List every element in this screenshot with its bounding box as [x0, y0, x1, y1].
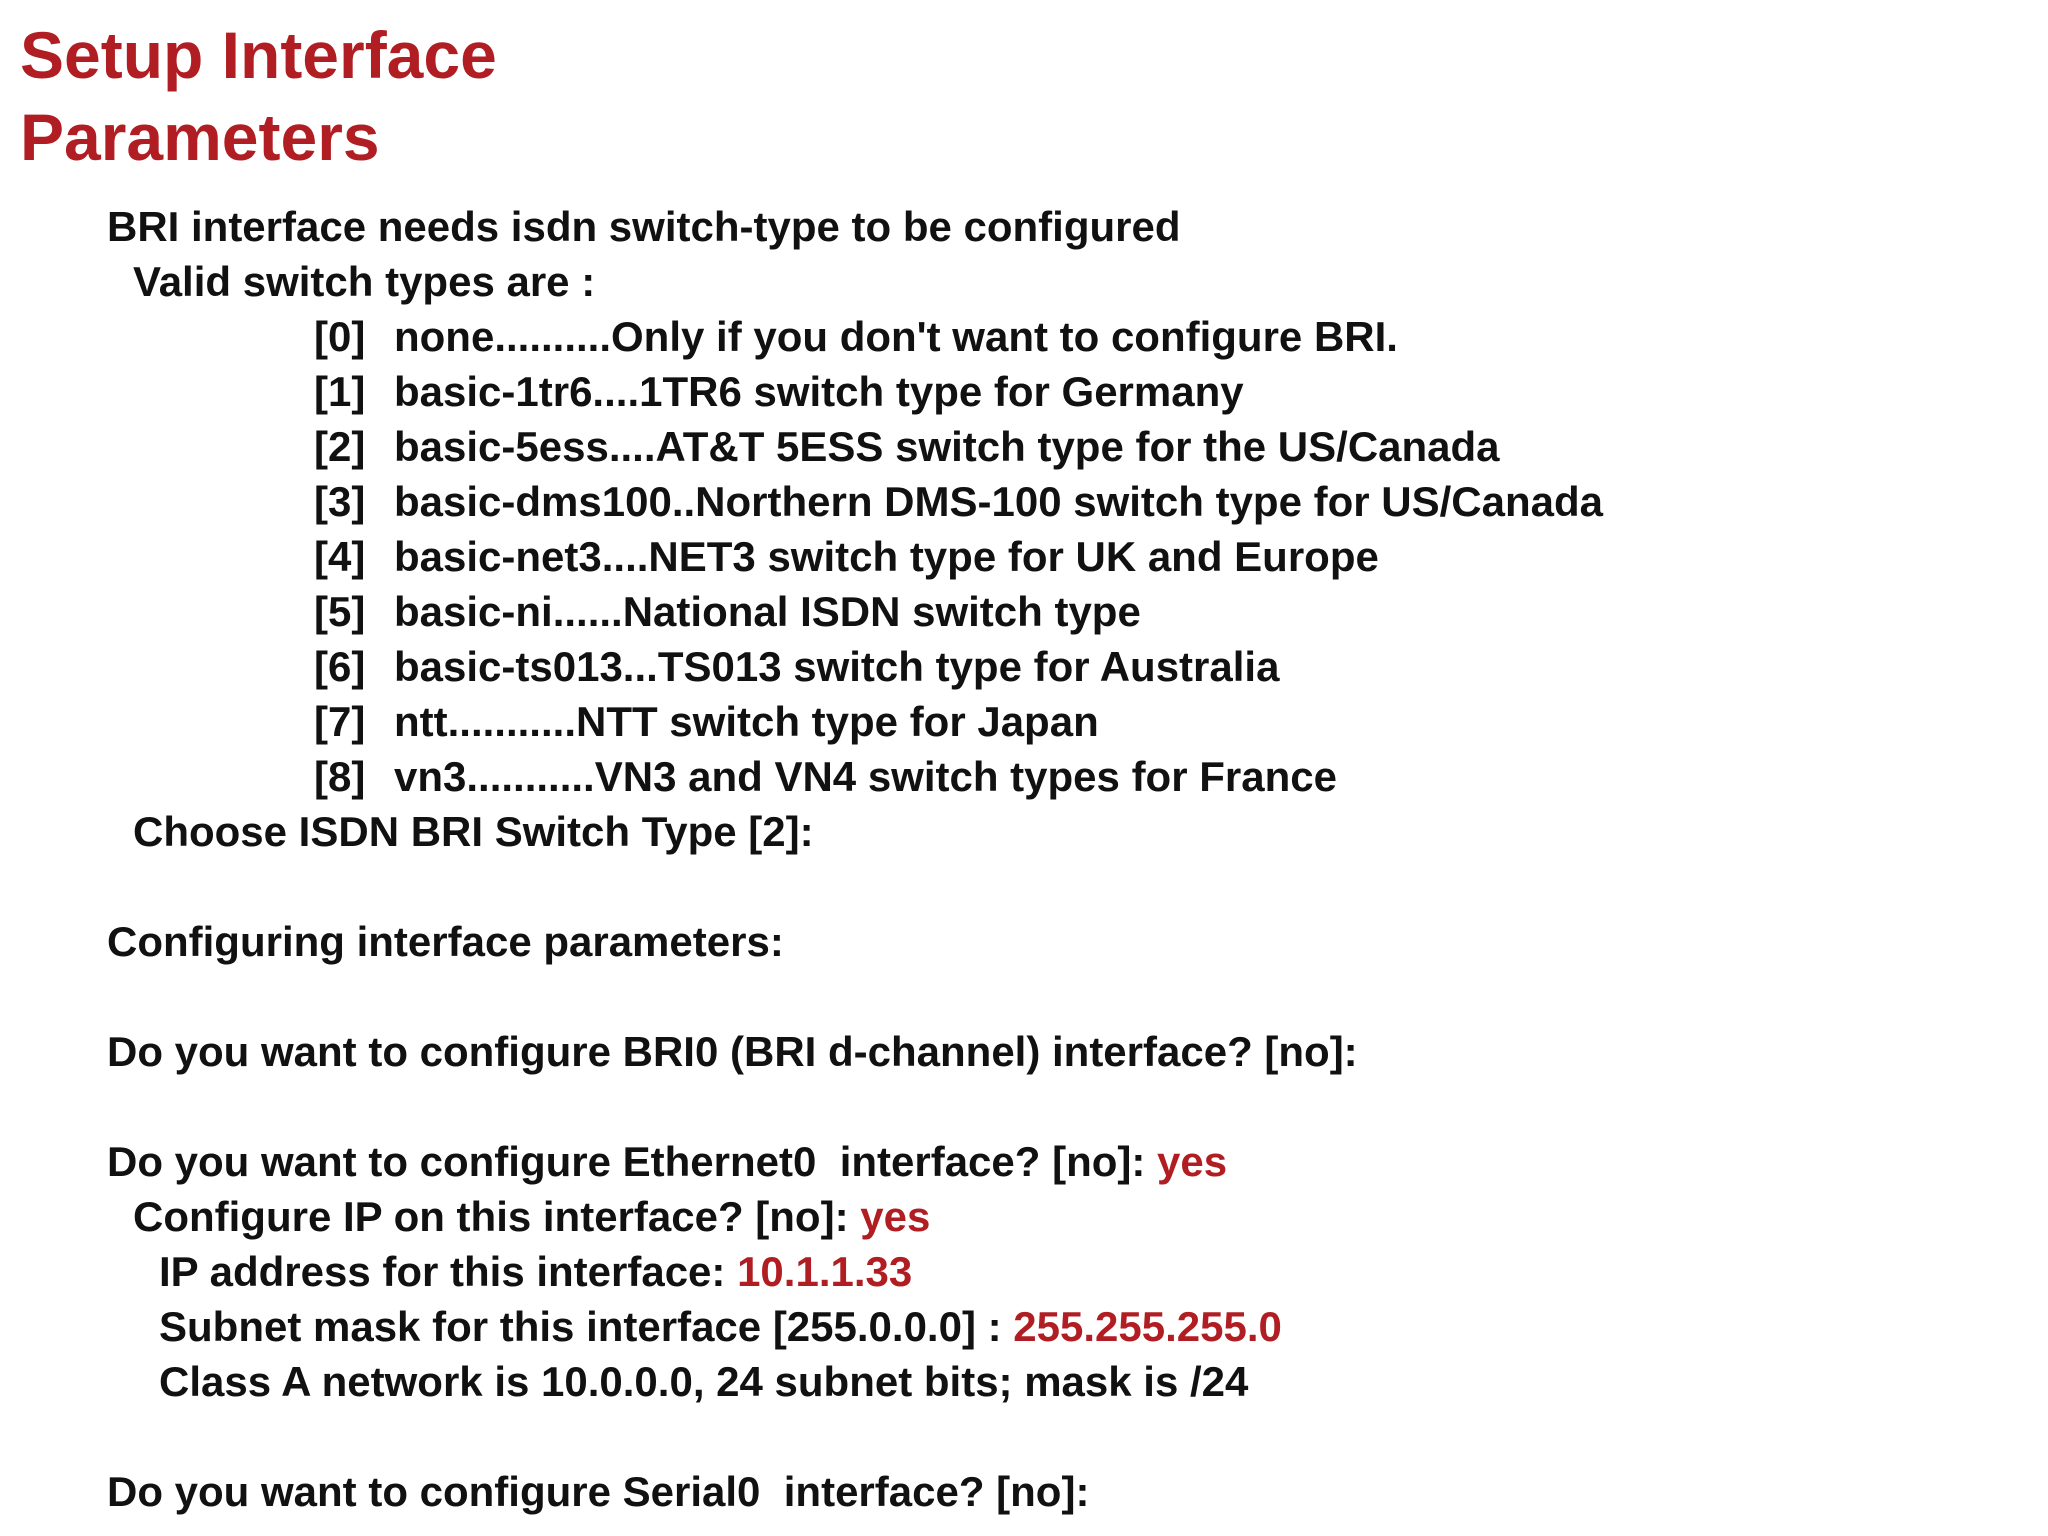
- ip-answer: yes: [860, 1193, 931, 1240]
- ip-address-prompt: IP address for this interface:: [159, 1248, 738, 1295]
- configuring-line: Configuring interface parameters:: [107, 918, 784, 965]
- eth0-prompt-line: [107, 1134, 2027, 1189]
- eth0-answer: yes: [1157, 1138, 1228, 1185]
- blank-line: [107, 969, 2027, 1024]
- ip-address-answer: 10.1.1.33: [737, 1248, 913, 1295]
- switch-option-number: [7]: [314, 698, 366, 745]
- ip-prompt-line: [107, 1189, 2027, 1244]
- ip-prompt: Configure IP on this interface? [no]:: [133, 1193, 861, 1240]
- bri-needs-line: BRI interface needs isdn switch-type to be configured: [107, 203, 1181, 250]
- switch-option-number: [1]: [314, 368, 366, 415]
- subnet-mask-answer: 255.255.255.0: [1013, 1303, 1282, 1350]
- switch-option-text: ntt...........NTT switch type for Japan: [394, 698, 1099, 745]
- blank-line: [107, 1409, 2027, 1464]
- valid-types-line: Valid switch types are :: [133, 258, 596, 305]
- serial0-prompt-line: Do you want to configure Serial0 interface? [no]:: [107, 1468, 1090, 1515]
- switch-option: [107, 419, 2027, 474]
- blank-line: [107, 859, 2027, 914]
- switch-option-text: basic-net3....NET3 switch type for UK and Europe: [394, 533, 1379, 580]
- switch-option-number: [8]: [314, 753, 366, 800]
- switch-option: [107, 584, 2027, 639]
- switch-option: [107, 364, 2027, 419]
- switch-option: [107, 749, 2027, 804]
- subnet-mask-prompt: Subnet mask for this interface [255.0.0.0] :: [159, 1303, 1014, 1350]
- switch-option-text: basic-5ess....AT&T 5ESS switch type for the US/Canada: [394, 423, 1500, 470]
- switch-option: [107, 309, 2027, 364]
- subnet-mask-line: [107, 1299, 2027, 1354]
- switch-option-number: [3]: [314, 478, 366, 525]
- switch-option-text: vn3...........VN3 and VN4 switch types for France: [394, 753, 1337, 800]
- switch-option: [107, 529, 2027, 584]
- switch-option-number: [0]: [314, 313, 366, 360]
- switch-option-number: [6]: [314, 643, 366, 690]
- console-transcript: [107, 199, 2027, 1519]
- switch-option: [107, 474, 2027, 529]
- switch-option-text: basic-1tr6....1TR6 switch type for Germany: [394, 368, 1244, 415]
- switch-option-text: none..........Only if you don't want to configure BRI.: [394, 313, 1398, 360]
- switch-option-number: [5]: [314, 588, 366, 635]
- bri0-prompt-line: Do you want to configure BRI0 (BRI d-channel) interface? [no]:: [107, 1028, 1358, 1075]
- switch-option-number: [2]: [314, 423, 366, 470]
- switch-option: [107, 639, 2027, 694]
- page-title-line-1: Setup Interface: [20, 18, 497, 92]
- switch-option: [107, 694, 2027, 749]
- switch-option-text: basic-dms100..Northern DMS-100 switch type for US/Canada: [394, 478, 1603, 525]
- switch-option-text: basic-ts013...TS013 switch type for Australia: [394, 643, 1280, 690]
- page-title-line-2: Parameters: [20, 100, 380, 174]
- page-title: [20, 14, 497, 178]
- class-info-line: Class A network is 10.0.0.0, 24 subnet bits; mask is /24: [159, 1358, 1249, 1405]
- choose-switch-line: Choose ISDN BRI Switch Type [2]:: [133, 808, 814, 855]
- ip-address-line: [107, 1244, 2027, 1299]
- switch-option-text: basic-ni......National ISDN switch type: [394, 588, 1141, 635]
- eth0-prompt: Do you want to configure Ethernet0 interface? [no]:: [107, 1138, 1158, 1185]
- switch-option-number: [4]: [314, 533, 366, 580]
- blank-line: [107, 1079, 2027, 1134]
